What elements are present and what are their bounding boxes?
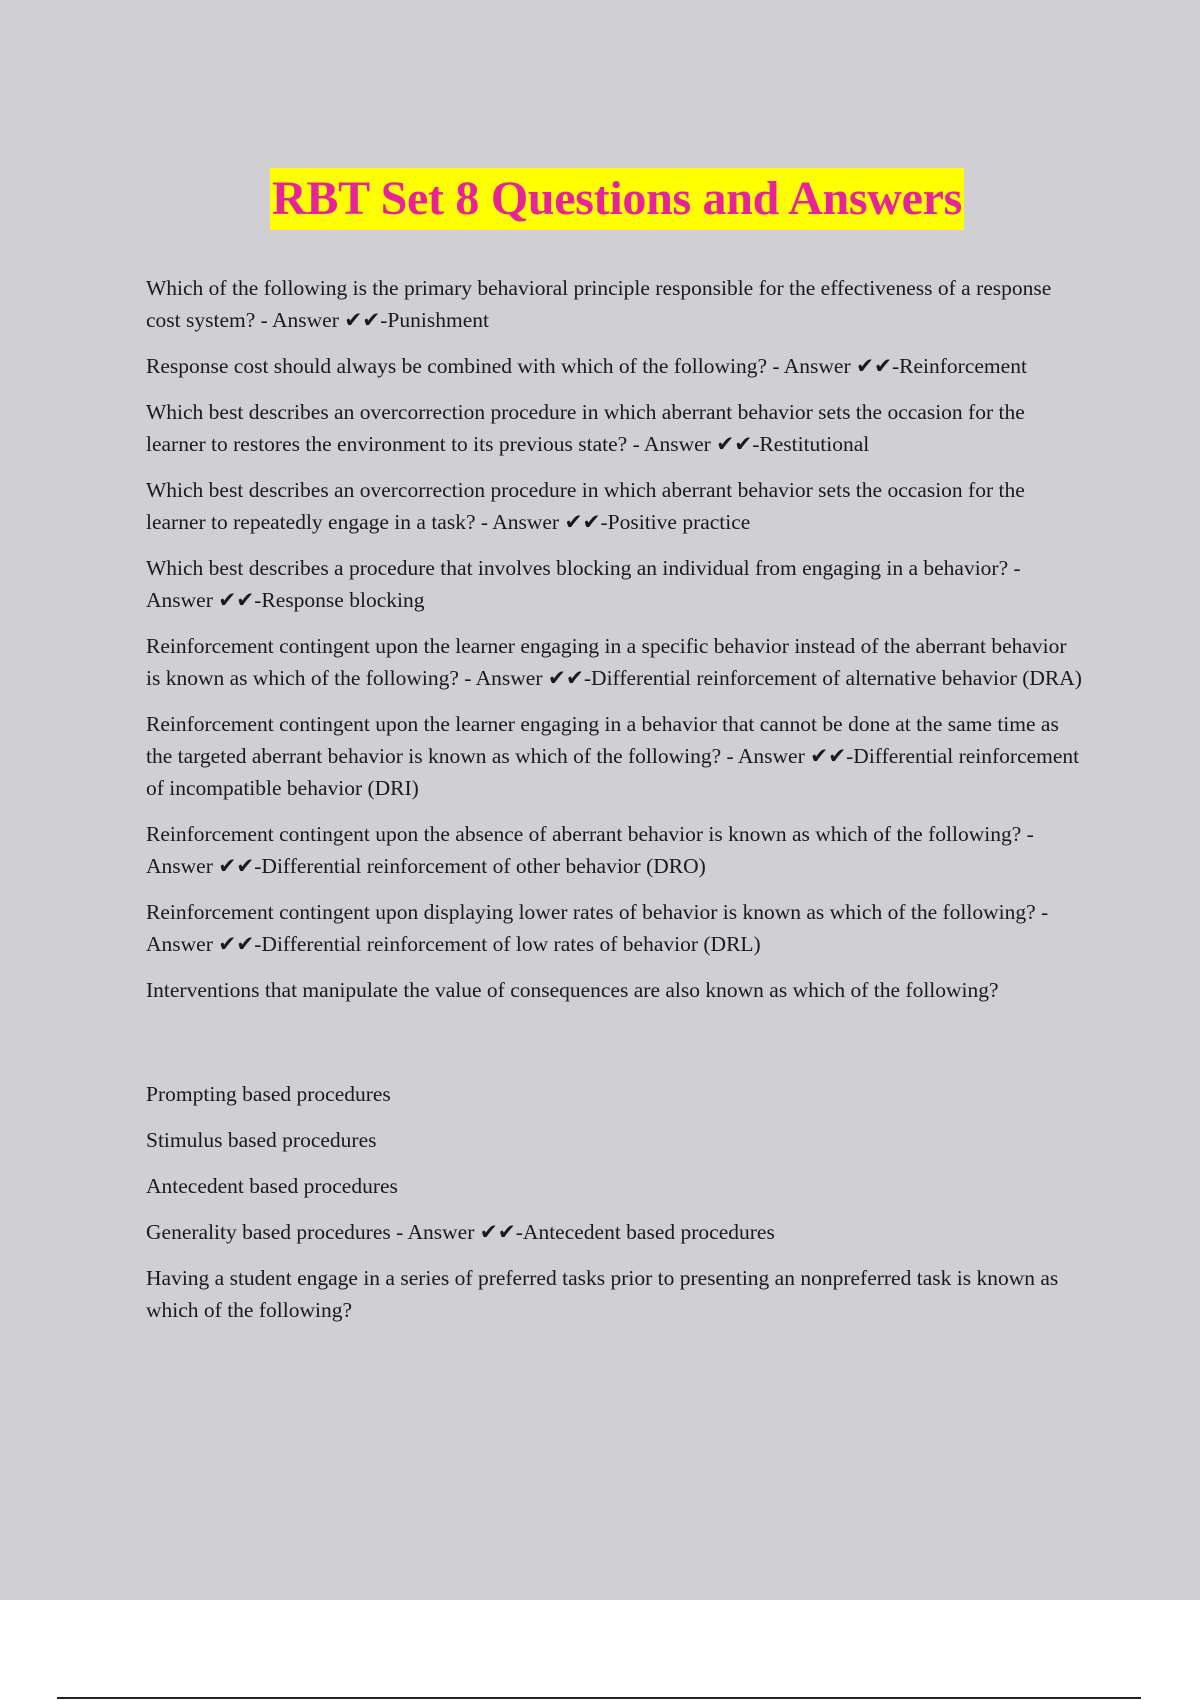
title-wrapper (0, 168, 1200, 230)
qa-paragraph: Which of the following is the primary behavioral principle responsible for the effectiveness of a response cost system? - Answer ✔✔-Punishment (146, 276, 1052, 332)
qa-paragraph: Which best describes an overcorrection procedure in which aberrant behavior sets the occasion for the learner to repeatedly engage in a task? - Answer ✔✔-Positive practice (146, 478, 1025, 534)
option-item: Prompting based procedures (146, 1082, 391, 1106)
footer-divider (57, 1697, 1141, 1699)
qa-paragraph: Response cost should always be combined with which of the following? - Answer ✔✔-Reinforcement (146, 354, 1027, 378)
qa-paragraph: Reinforcement contingent upon displaying lower rates of behavior is known as which of the following? - Answer ✔✔-Differential reinforcement of low rates of behavior (DRL) (146, 900, 1049, 956)
qa-paragraph: Having a student engage in a series of preferred tasks prior to presenting an nonpreferred task is known as which of the following? (146, 1266, 1059, 1322)
qa-paragraph: Reinforcement contingent upon the learner engaging in a specific behavior instead of the aberrant behavior is known as which of the following? - Answer ✔✔-Differential reinforcement of alternative behavior (DRA) (146, 634, 1082, 690)
qa-paragraph: Which best describes an overcorrection procedure in which aberrant behavior sets the occasion for the learner to restores the environment to its previous state? - Answer ✔✔-Restitutional (146, 400, 1025, 456)
page-title: RBT Set 8 Questions and Answers (270, 168, 964, 230)
qa-paragraph: Reinforcement contingent upon the absence of aberrant behavior is known as which of the following? - Answer ✔✔-Differential reinforcement of other behavior (DRO) (146, 822, 1034, 878)
qa-paragraph: Which best describes a procedure that involves blocking an individual from engaging in a behavior? - Answer ✔✔-Response blocking (146, 556, 1021, 612)
qa-paragraph: Interventions that manipulate the value of consequences are also known as which of the following? (146, 978, 999, 1002)
document-body (146, 272, 1086, 1326)
qa-paragraph: Reinforcement contingent upon the learner engaging in a behavior that cannot be done at the same time as the targeted aberrant behavior is known as which of the following? - Answer ✔✔-Differential reinforcement of incompatible behavior (DRI) (146, 712, 1080, 800)
option-item: Generality based procedures - Answer ✔✔-Antecedent based procedures (146, 1220, 775, 1244)
option-item: Stimulus based procedures (146, 1128, 377, 1152)
option-item: Antecedent based procedures (146, 1174, 398, 1198)
